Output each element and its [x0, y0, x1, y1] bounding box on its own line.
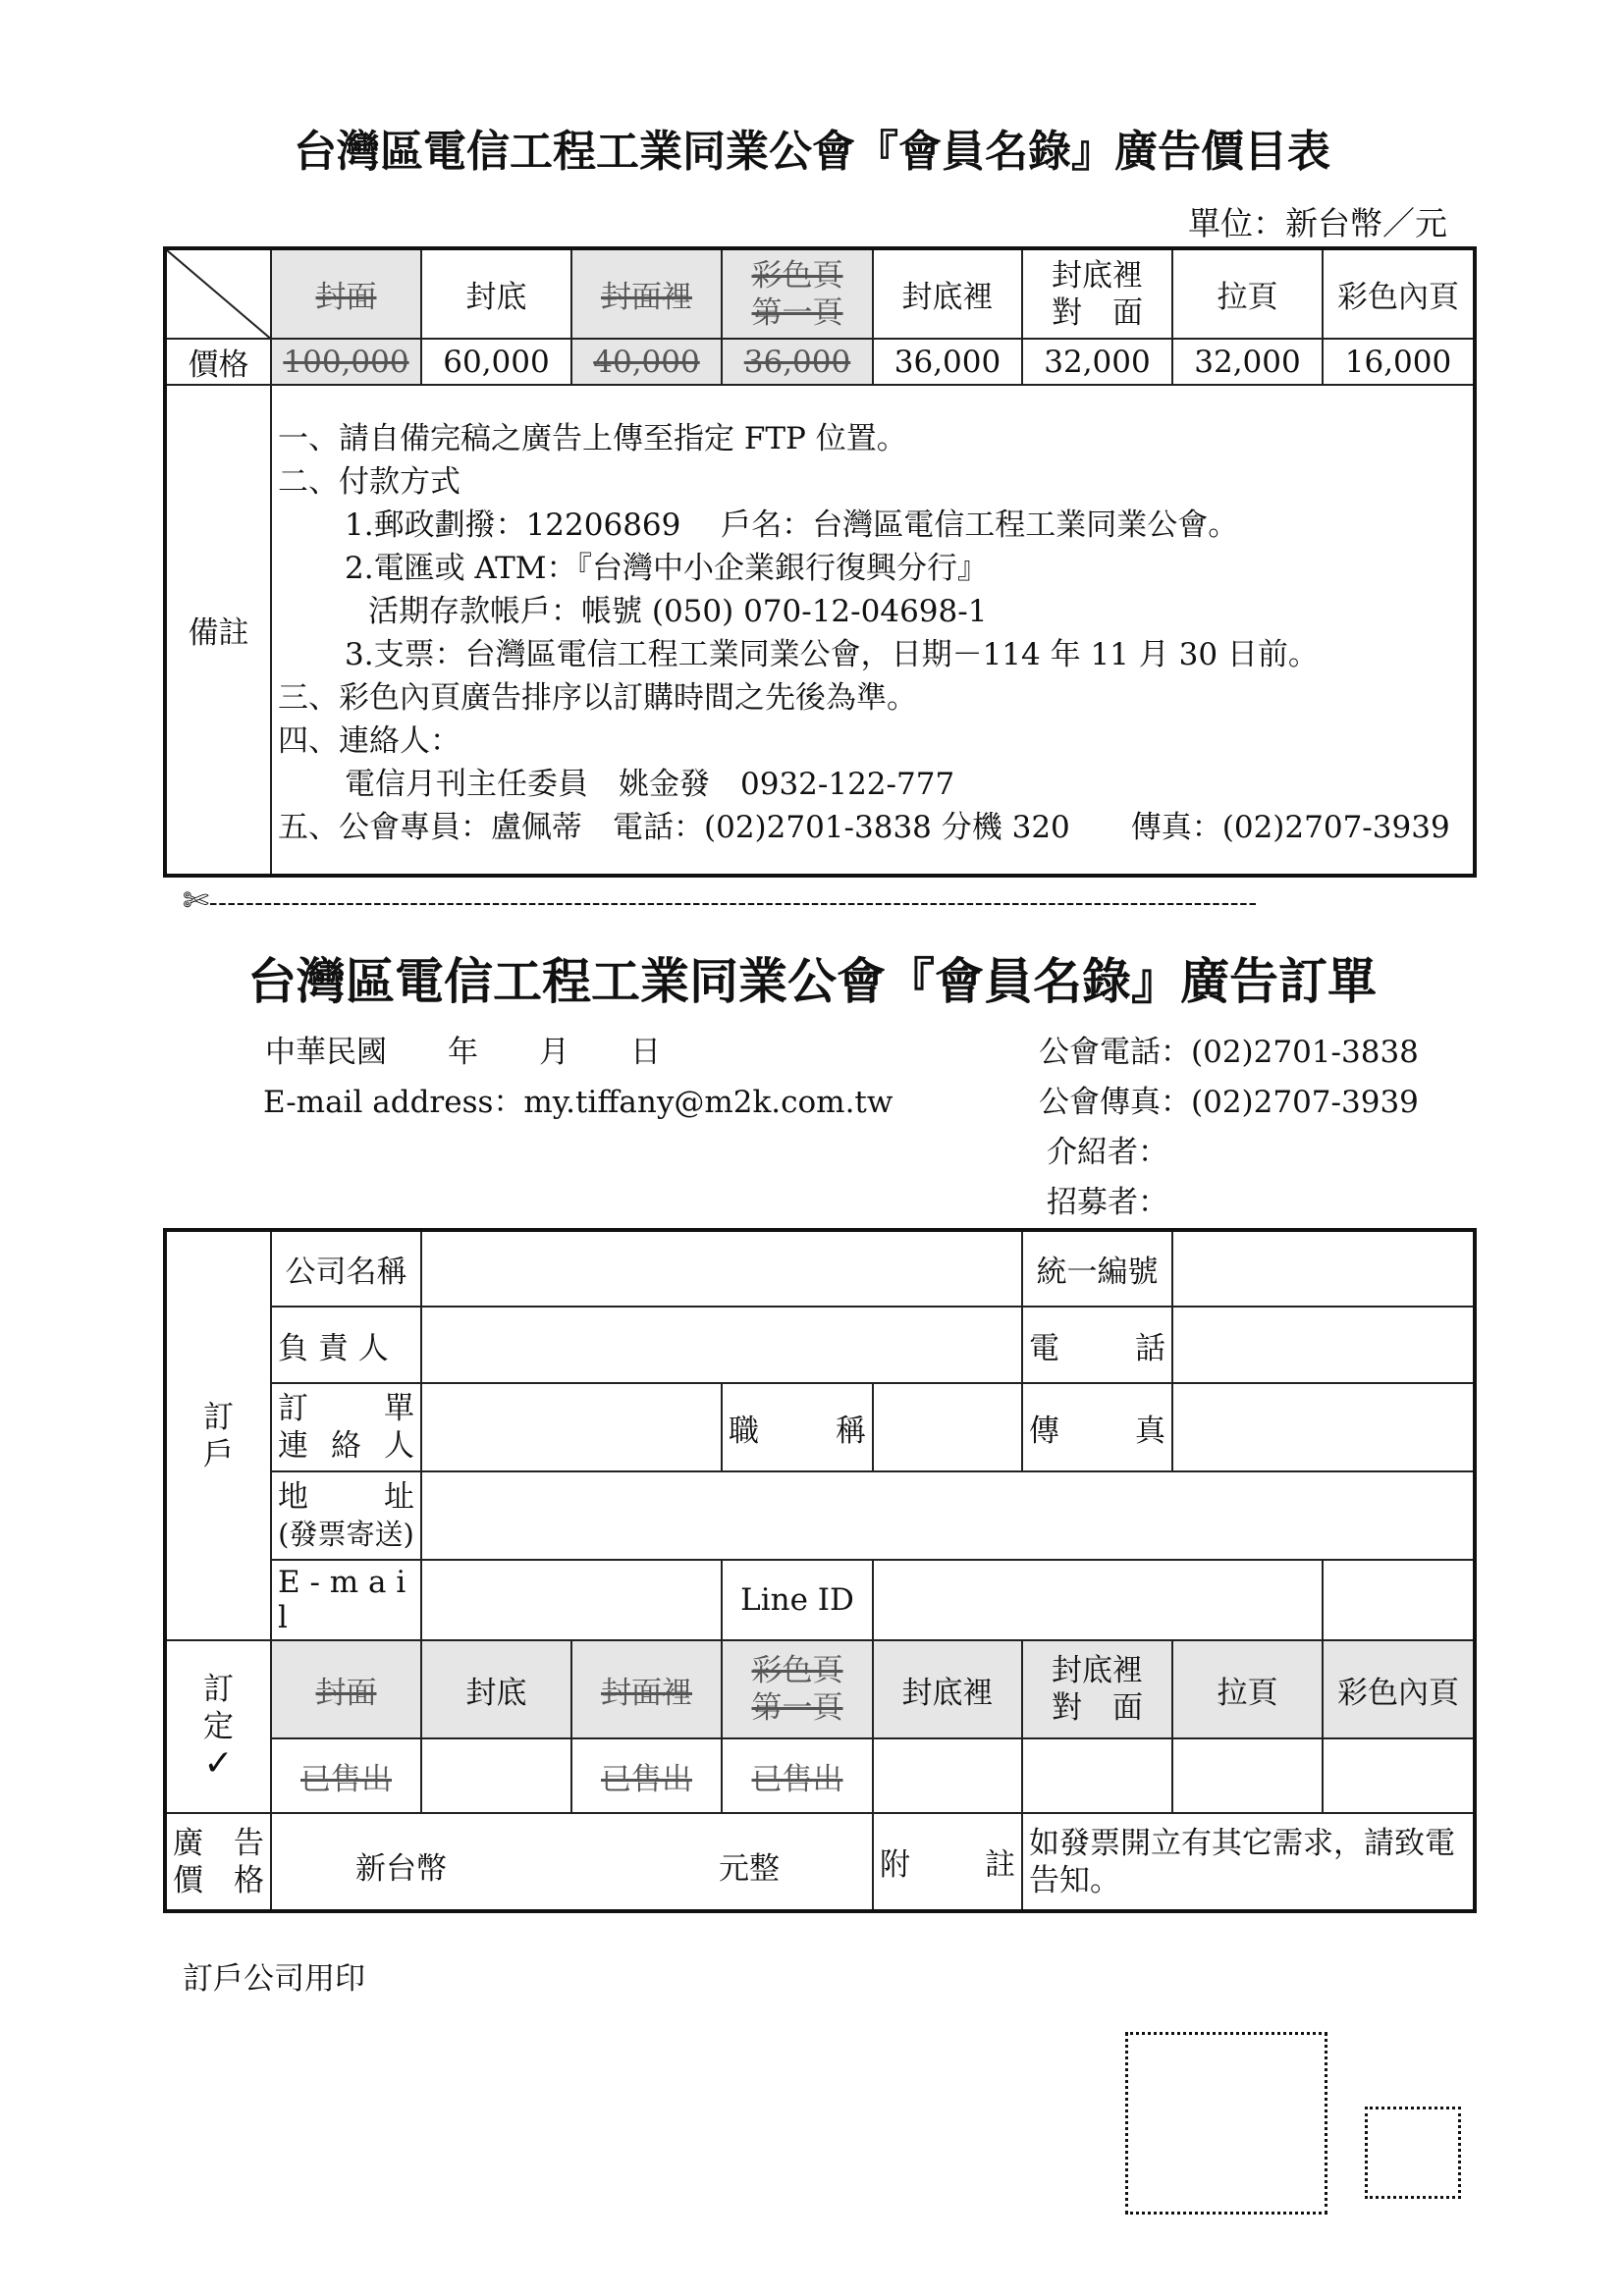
order-section-label: 訂 定 ✓	[165, 1640, 271, 1813]
sold-out-cover: 已售出	[271, 1738, 421, 1813]
price-foldout: 32,000	[1172, 339, 1323, 385]
fax-field[interactable]	[1172, 1383, 1475, 1471]
tax-id-field[interactable]	[1172, 1230, 1475, 1307]
order-check-inside-back-cover[interactable]	[873, 1738, 1022, 1813]
note-line: 二、付款方式	[278, 464, 460, 500]
price-list-title: 台灣區電信工程工業同業公會『會員名錄』廣告價目表	[294, 127, 1330, 177]
company-name-label: 公司名稱	[271, 1230, 421, 1307]
email-field[interactable]	[421, 1560, 722, 1640]
header-inside-cover: 封面裡	[571, 248, 722, 339]
yuan-label: 元整	[719, 1851, 780, 1887]
job-title-label: 職 稱	[722, 1383, 873, 1471]
line-id-field[interactable]	[873, 1560, 1323, 1640]
unit-label: 單位：新台幣／元	[1188, 204, 1447, 242]
association-phone: 公會電話：(02)2701-3838	[1039, 1035, 1419, 1070]
diagonal-line	[167, 250, 271, 339]
price-cover: 100,000	[271, 339, 421, 385]
order-header-color-first-page: 彩色頁 第一頁	[722, 1640, 873, 1738]
ntd-label: 新台幣	[355, 1851, 447, 1887]
email-line: E-mail address：my.tiffany@m2k.com.tw	[263, 1085, 893, 1120]
sold-out-inside-cover: 已售出	[571, 1738, 722, 1813]
note-line: 2.電匯或 ATM：『台灣中小企業銀行復興分行』	[345, 551, 989, 586]
owner-field[interactable]	[421, 1307, 1022, 1383]
header-color-inner-page: 彩色內頁	[1323, 248, 1475, 339]
order-check-color-inner-page[interactable]	[1323, 1738, 1475, 1813]
order-header-cover: 封面	[271, 1640, 421, 1738]
association-fax: 公會傳真：(02)2707-3939	[1039, 1085, 1419, 1120]
header-inside-back-cover: 封底裡	[873, 248, 1022, 339]
order-contact-field[interactable]	[421, 1383, 722, 1471]
order-header-inside-cover: 封面裡	[571, 1640, 722, 1738]
customer-section-label: 訂 戶	[165, 1230, 271, 1640]
note-line: 3.支票：台灣區電信工程工業同業公會，日期－114 年 11 月 30 日前。	[345, 637, 1319, 672]
checkmark-icon: ✓	[203, 1743, 234, 1784]
owner-label: 負 責 人	[271, 1307, 421, 1383]
order-contact-label: 訂 單 連 絡 人	[271, 1383, 421, 1471]
header-foldout: 拉頁	[1172, 248, 1323, 339]
recruiter-label: 招募者：	[1047, 1185, 1168, 1220]
note-label: 附 註	[873, 1813, 1022, 1911]
address-label: 地 址 (發票寄送)	[271, 1471, 421, 1560]
order-header-back-cover: 封底	[421, 1640, 571, 1738]
order-header-opposite-inside-back: 封底裡 對 面	[1022, 1640, 1172, 1738]
sold-out-color-first-page: 已售出	[722, 1738, 873, 1813]
note-line: 活期存款帳戶：帳號 (050) 070-12-04698-1	[368, 594, 988, 629]
order-check-opposite-inside-back[interactable]	[1022, 1738, 1172, 1813]
note-line: 電信月刊主任委員 姚金發 0932-122-777	[345, 767, 955, 802]
order-header-color-inner-page: 彩色內頁	[1323, 1640, 1475, 1738]
order-header-inside-back-cover: 封底裡	[873, 1640, 1022, 1738]
fax-label: 傳 真	[1022, 1383, 1172, 1471]
order-form-title: 台灣區電信工程工業同業公會『會員名錄』廣告訂單	[247, 953, 1377, 1010]
price-opposite-inside-back: 32,000	[1022, 339, 1172, 385]
order-table	[163, 1228, 1477, 1913]
header-cover: 封面	[271, 248, 421, 339]
ad-price-field[interactable]	[271, 1813, 873, 1911]
company-name-field[interactable]	[421, 1230, 1022, 1307]
note-line: 四、連絡人：	[278, 723, 460, 759]
price-table	[163, 246, 1477, 878]
price-inside-cover: 40,000	[571, 339, 722, 385]
remarks-content	[271, 385, 1475, 876]
tax-id-label: 統一編號	[1022, 1230, 1172, 1307]
note-line: 一、請自備完稿之廣告上傳至指定 FTP 位置。	[278, 421, 907, 456]
line-id-label: Line ID	[722, 1560, 873, 1640]
header-opposite-inside-back: 封底裡 對 面	[1022, 248, 1172, 339]
job-title-field[interactable]	[873, 1383, 1022, 1471]
price-color-inner-page: 16,000	[1323, 339, 1475, 385]
price-label: 價格	[165, 339, 271, 385]
diagonal-corner-cell	[165, 248, 271, 339]
company-seal-label: 訂戶公司用印	[183, 1961, 365, 1997]
order-check-back-cover[interactable]	[421, 1738, 571, 1813]
remarks-label: 備註	[165, 385, 271, 876]
header-back-cover: 封底	[421, 248, 571, 339]
phone-label: 電 話	[1022, 1307, 1172, 1383]
representative-seal-box	[1365, 2107, 1461, 2199]
price-inside-back-cover: 36,000	[873, 339, 1022, 385]
date-line: 中華民國 年 月 日	[265, 1035, 661, 1070]
email-label: E - m a i l	[271, 1560, 421, 1640]
ad-price-label: 廣 告 價 格	[165, 1813, 271, 1911]
introducer-label: 介紹者：	[1047, 1135, 1168, 1170]
order-header-foldout: 拉頁	[1172, 1640, 1323, 1738]
scissors-icon: ✄	[183, 881, 209, 919]
note-line: 三、彩色內頁廣告排序以訂購時間之先後為準。	[278, 680, 917, 716]
price-back-cover: 60,000	[421, 339, 571, 385]
header-color-first-page: 彩色頁 第一頁	[722, 248, 873, 339]
note-line: 五、公會專員：盧佩蒂 電話：(02)2701-3838 分機 320 傳真：(02)2707-3939	[278, 810, 1450, 845]
note-line: 1.郵政劃撥：12206869 戶名：台灣區電信工程工業同業公會。	[345, 507, 1239, 543]
note-text: 如發票開立有其它需求，請致電告知。	[1022, 1813, 1475, 1911]
price-color-first-page: 36,000	[722, 339, 873, 385]
order-check-foldout[interactable]	[1172, 1738, 1323, 1813]
address-field[interactable]	[421, 1471, 1475, 1560]
company-seal-box	[1125, 2032, 1327, 2215]
phone-field[interactable]	[1172, 1307, 1475, 1383]
cut-line: ✄-------------------------------------------------------------------------------------------------------------------	[183, 881, 1258, 919]
